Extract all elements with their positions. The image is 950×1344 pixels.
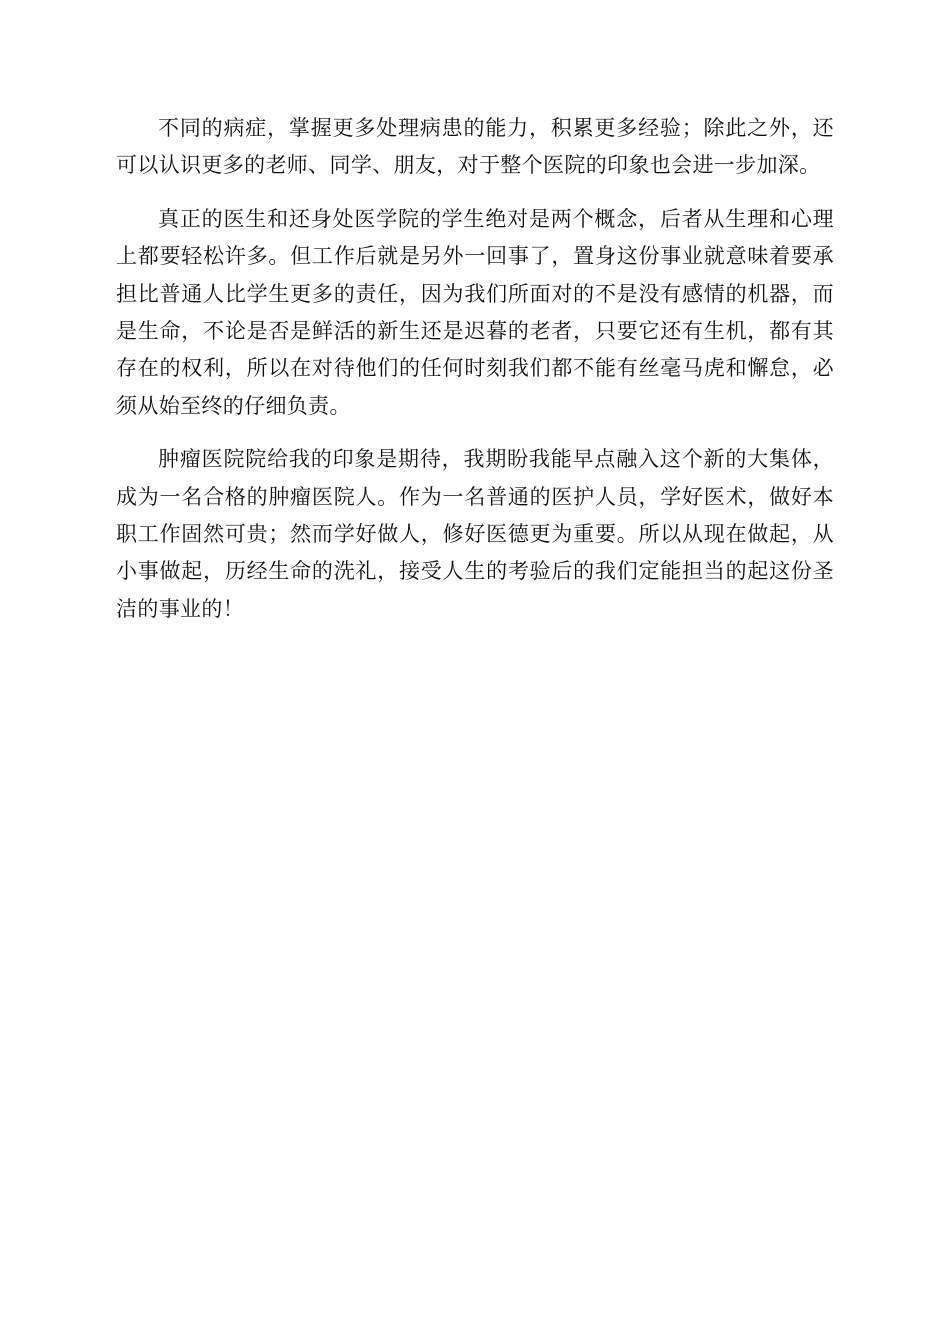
paragraph-2: 真正的医生和还身处医学院的学生绝对是两个概念，后者从生理和心理上都要轻松许多。但工作后就是另外一回事了，置身这份事业就意味着要承担比普通人比学生更多的责任，因为我们所面对的不是没有感情的机器，而是生命，不论是否是鲜活的新生还是迟暮的老者，只要它还有生机，都有其存在的权利，所以在对待他们的任何时刻我们都不能有丝毫马虎和懈怠，必须从始至终的仔细负责。: [116, 206, 834, 418]
paragraph-1: 不同的病症，掌握更多处理病患的能力，积累更多经验；除此之外，还可以认识更多的老师、同学、朋友，对于整个医院的印象也会进一步加深。: [116, 116, 834, 178]
document-body: [116, 110, 834, 644]
paragraph-3: 肿瘤医院院给我的印象是期待，我期盼我能早点融入这个新的大集体，成为一名合格的肿瘤医院人。作为一名普通的医护人员，学好医术，做好本职工作固然可贵；然而学好做人，修好医德更为重要。所以从现在做起，从小事做起，历经生命的洗礼，接受人生的考验后的我们定能担当的起这份圣洁的事业的！: [116, 447, 834, 621]
